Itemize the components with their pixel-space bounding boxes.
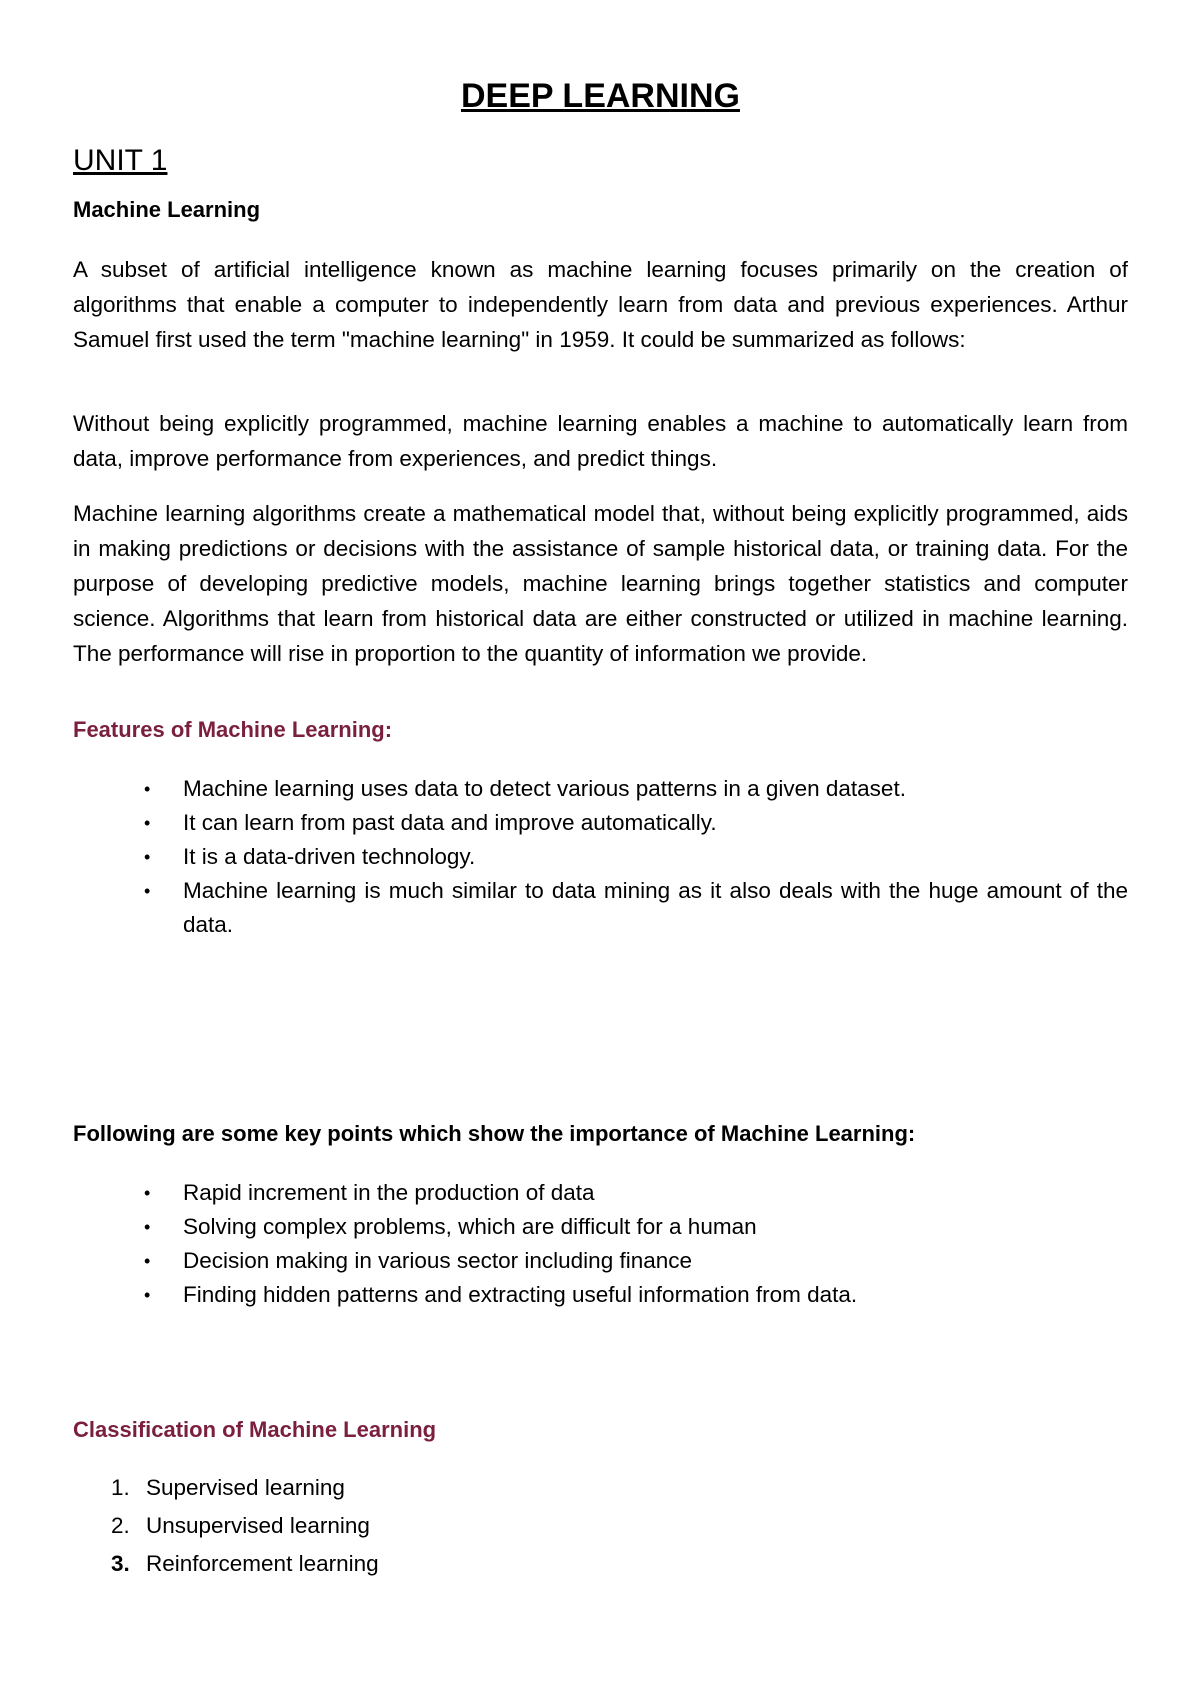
features-list xyxy=(73,772,1128,942)
list-item-number: 2. xyxy=(111,1513,130,1538)
list-item-text: Machine learning is much similar to data mining as it also deals with the huge amount of the data. xyxy=(183,878,1128,937)
bullet-icon: • xyxy=(144,1217,151,1237)
unit-heading: UNIT 1 xyxy=(73,144,168,177)
bullet-icon: • xyxy=(144,1251,151,1271)
list-item xyxy=(73,806,1128,840)
paragraph-intro: A subset of artificial intelligence known as machine learning focuses primarily on the creation of algorithms that enable a computer to independently learn from data and previous experiences. Arthur Samuel first used the term "machine learning" in 1959. It could be summarized as follows: xyxy=(73,257,1128,352)
list-item-text: Finding hidden patterns and extracting useful information from data. xyxy=(183,1282,858,1307)
importance-list xyxy=(73,1176,1128,1312)
list-item xyxy=(73,1210,1128,1244)
paragraph-algorithms: Machine learning algorithms create a mathematical model that, without being explicitly programmed, aids in making predictions or decisions with the assistance of sample historical data, or training data. For the purpose of developing predictive models, machine learning brings together statistics and computer science. Algorithms that learn from historical data are either constructed or utilized in machine learning. The performance will rise in proportion to the quantity of information we provide. xyxy=(73,501,1128,666)
bullet-icon: • xyxy=(144,847,151,867)
list-item-number: 3. xyxy=(111,1551,130,1576)
list-item xyxy=(73,1278,1128,1312)
bullet-icon: • xyxy=(144,1183,151,1203)
list-item-text: It is a data-driven technology. xyxy=(183,844,476,869)
list-item xyxy=(73,874,1128,942)
list-item xyxy=(73,1244,1128,1278)
list-item-number: 1. xyxy=(111,1475,130,1500)
list-item xyxy=(73,772,1128,806)
bullet-icon: • xyxy=(144,813,151,833)
list-item-text: Unsupervised learning xyxy=(146,1513,370,1538)
bullet-icon: • xyxy=(144,1285,151,1305)
bullet-icon: • xyxy=(144,881,151,901)
list-item xyxy=(73,1469,1128,1507)
list-item-text: Decision making in various sector including finance xyxy=(183,1248,693,1273)
classification-heading: Classification of Machine Learning xyxy=(73,1417,437,1442)
features-heading: Features of Machine Learning: xyxy=(73,717,393,742)
list-item xyxy=(73,1545,1128,1583)
list-item xyxy=(73,1176,1128,1210)
list-item xyxy=(73,840,1128,874)
list-item-text: Supervised learning xyxy=(146,1475,345,1500)
importance-heading: Following are some key points which show the importance of Machine Learning: xyxy=(73,1121,916,1146)
list-item xyxy=(73,1507,1128,1545)
section-heading-machine-learning: Machine Learning xyxy=(73,197,261,222)
document-title: DEEP LEARNING xyxy=(461,77,740,115)
classification-list xyxy=(73,1469,1128,1583)
paragraph-definition: Without being explicitly programmed, machine learning enables a machine to automatically learn from data, improve performance from experiences, and predict things. xyxy=(73,411,1128,471)
bullet-icon: • xyxy=(144,779,151,799)
list-item-text: It can learn from past data and improve automatically. xyxy=(183,810,717,835)
list-item-text: Rapid increment in the production of data xyxy=(183,1180,595,1205)
list-item-text: Solving complex problems, which are difficult for a human xyxy=(183,1214,757,1239)
list-item-text: Machine learning uses data to detect various patterns in a given dataset. xyxy=(183,776,906,801)
list-item-text: Reinforcement learning xyxy=(146,1551,379,1576)
